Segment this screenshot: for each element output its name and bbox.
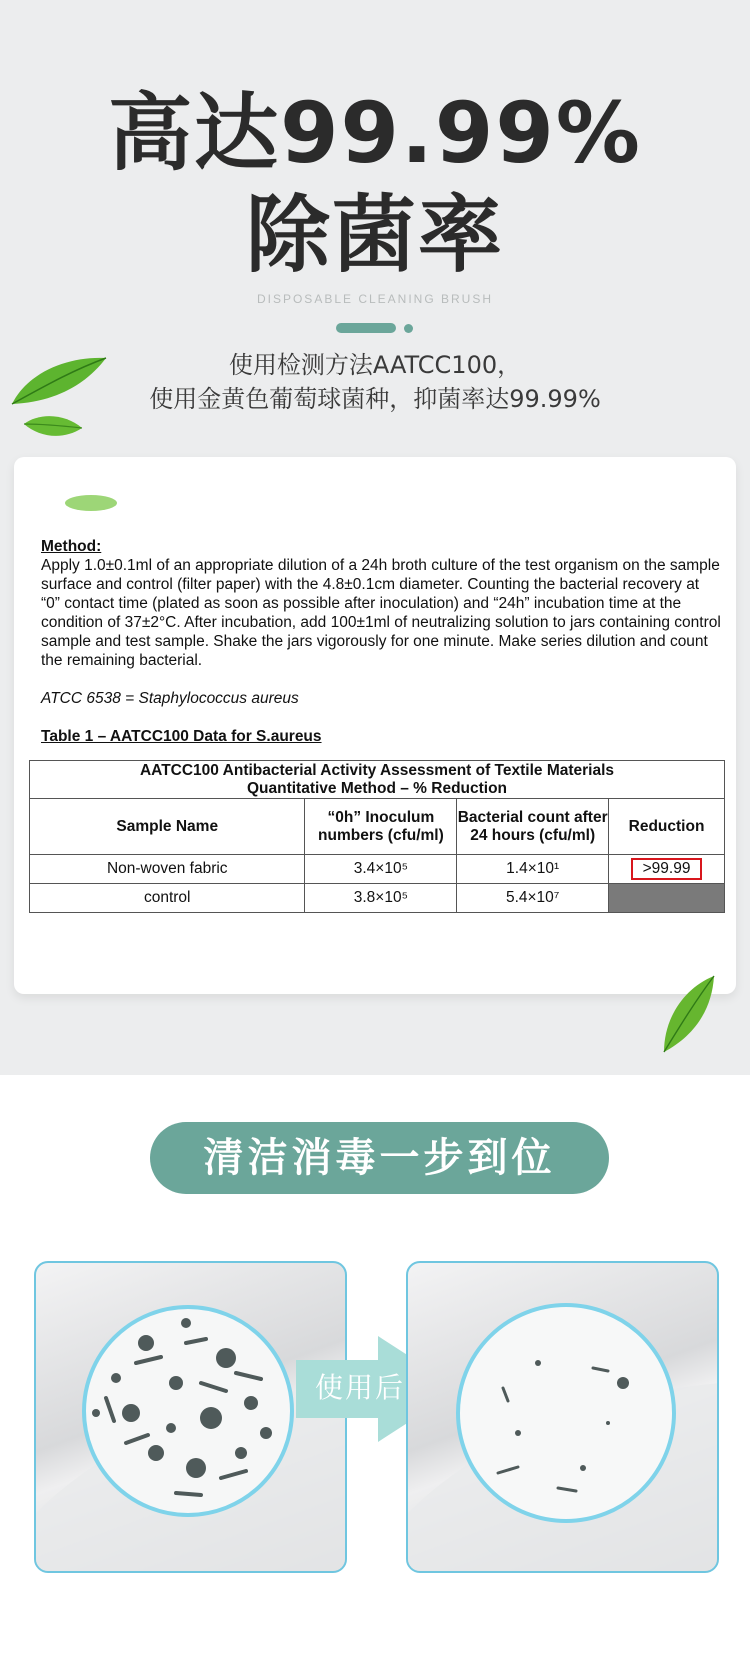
- description-line-2: 使用金黄色葡萄球菌种，抑菌率达99.99%: [149, 385, 601, 413]
- table-row: control 3.8×10⁵ 5.4×10⁷: [30, 884, 725, 913]
- leaf-icon: [660, 974, 716, 1054]
- decor-bar: [336, 323, 396, 333]
- leaf-icon: [62, 490, 120, 516]
- results-table: [29, 760, 725, 913]
- header-sample-name: Sample Name: [30, 799, 305, 855]
- decor-dot: [404, 324, 413, 333]
- organism-line: ATCC 6538 = Staphylococcus aureus: [41, 690, 299, 707]
- table-row: Non-woven fabric 3.4×10⁵ 1.4×10¹ >99.99: [30, 855, 725, 884]
- reduction-highlight: >99.99: [631, 858, 703, 880]
- table-caption: AATCC100 Antibacterial Activity Assessment of Textile Materials Quantitative Method – % Reduction: [30, 761, 725, 799]
- headline-percentage: 高达99.99%: [108, 84, 642, 182]
- leaf-icon: [8, 352, 108, 412]
- leaf-icon: [22, 412, 84, 440]
- header-reduction: Reduction: [609, 799, 725, 855]
- method-text: Apply 1.0±0.1ml of an appropriate dilution of a 24h broth culture of the test organism on the sample surface and control (filter paper) with the 4.8±0.1cm diameter. Counting the bacterial recovery at “0” contact time (plated as soon as possible after inoculation) and “24h” incubation time at the condition of 37±2°C. After incubation, add 100±1ml of neutralizing solution to jars containing control sample and test sample. Shake the jars vigorously for one minute. Make series dilution and count the remaining bacterial.: [41, 557, 721, 669]
- bacteria-sparse-illustration: [408, 1263, 719, 1573]
- headline-sterilization-rate: 除菌率: [245, 186, 504, 284]
- table-title: Table 1 – AATCC100 Data for S.aureus: [41, 728, 322, 745]
- method-heading: Method:: [41, 538, 102, 555]
- reduction-empty-cell: [609, 884, 725, 913]
- description-line-1: 使用检测方法AATCC100，: [228, 351, 522, 379]
- english-subtitle: DISPOSABLE CLEANING BRUSH: [256, 292, 494, 306]
- after-use-label: 使用后: [314, 1371, 405, 1404]
- header-inoculum: “0h” Inoculum numbers (cfu/ml): [305, 799, 457, 855]
- header-24h-count: Bacterial count after 24 hours (cfu/ml): [457, 799, 609, 855]
- after-image-panel: [406, 1261, 719, 1573]
- report-document: [41, 537, 721, 746]
- section-title: 清洁消毒一步到位: [150, 1122, 609, 1194]
